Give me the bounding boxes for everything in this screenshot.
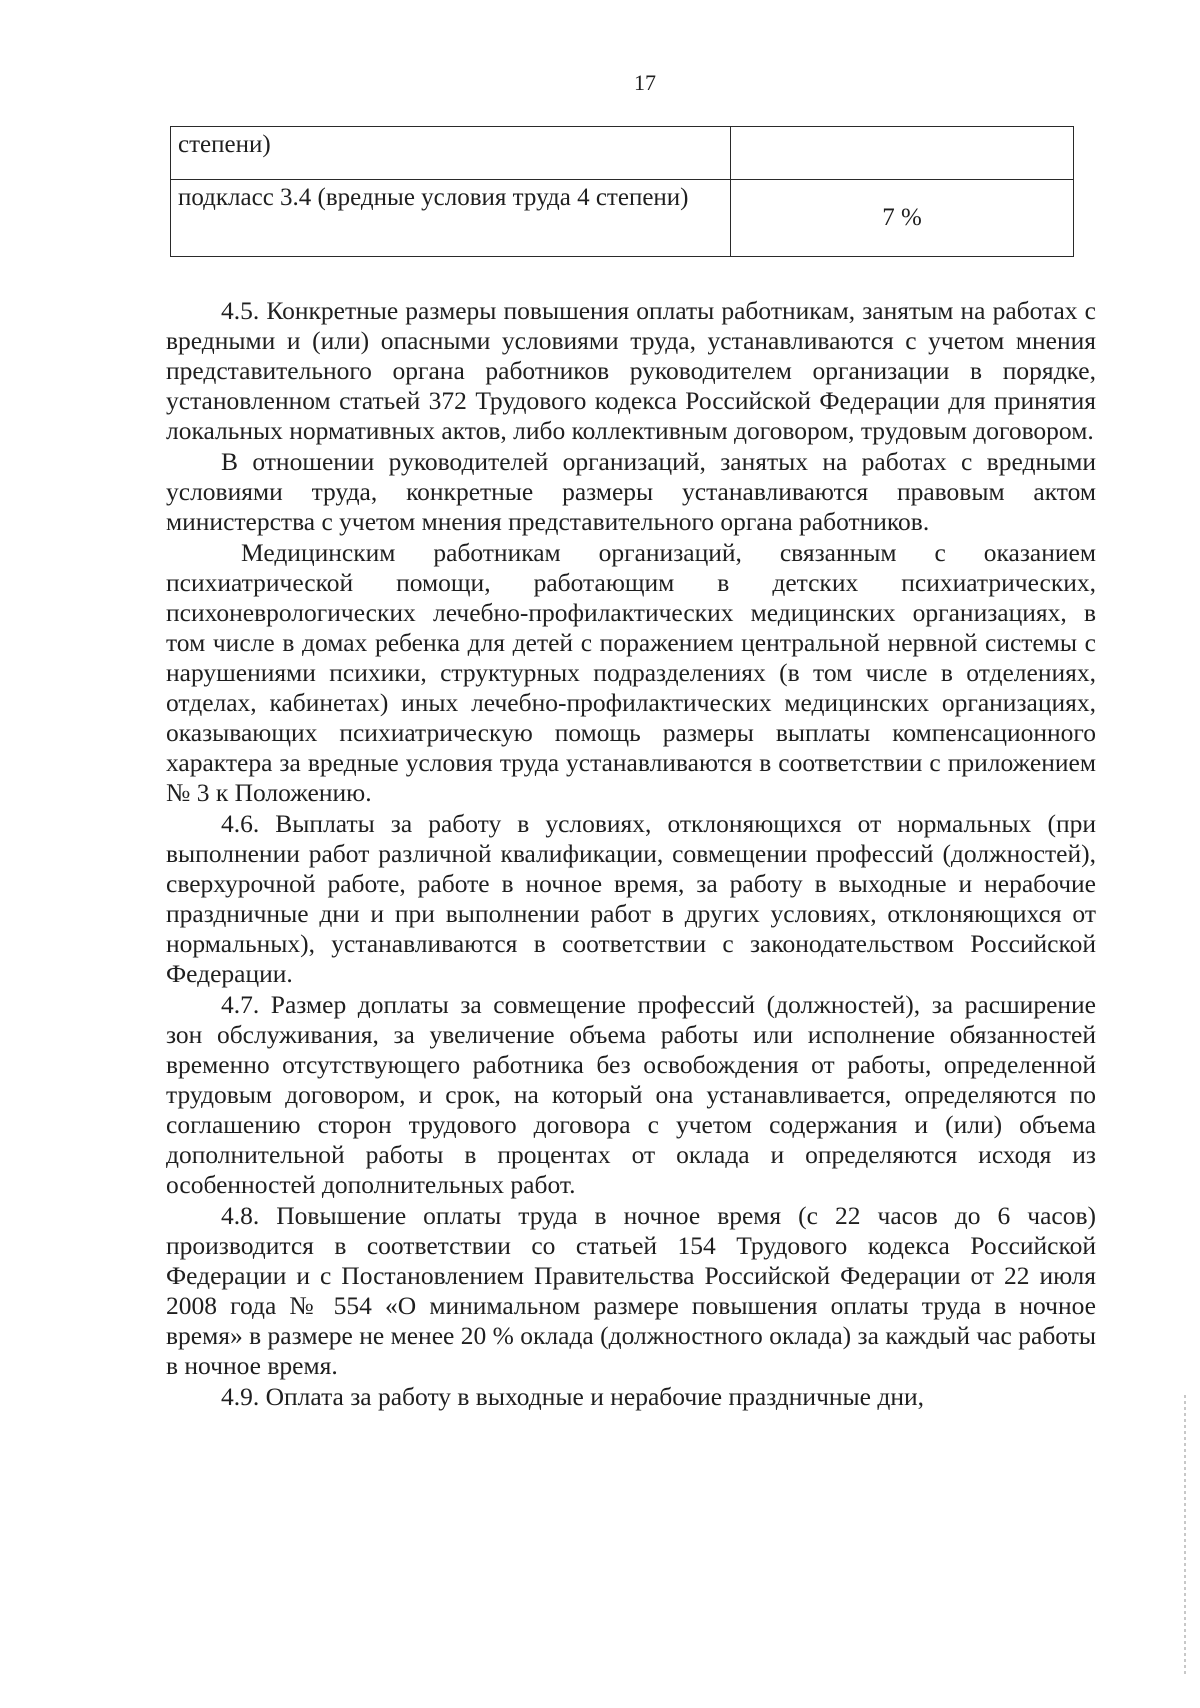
document-body: [166, 296, 1096, 1413]
scan-edge-artifact: [1184, 1395, 1186, 1675]
table-cell-value: [731, 127, 1074, 180]
table-cell-label: степени): [171, 127, 731, 180]
paragraph-managers: В отношении руководителей организаций, занятых на работах с вредными условиями труда, конкретные размеры устанавливаются правовым актом министерства с учетом мнения представительного органа работников.: [166, 447, 1096, 536]
table-cell-value: 7 %: [731, 180, 1074, 257]
paragraph-4-6: 4.6. Выплаты за работу в условиях, отклоняющихся от нормальных (при выполнении работ различной квалификации, совмещении профессий (должностей), сверхурочной работе, работе в ночное время, за работу в выходные и нерабочие праздничные дни и при выполнении работ в других условиях, отклоняющихся от нормальных), устанавливаются в соответствии с законодательством Российской Федерации.: [166, 809, 1096, 988]
paragraph-4-9: 4.9. Оплата за работу в выходные и нерабочие праздничные дни,: [221, 1382, 925, 1411]
table-row: [171, 180, 1074, 257]
paragraph-medical-workers: Медицинским работникам организаций, связанным с оказанием психиатрической помощи, работающим в детских психиатрических, психоневрологических лечебно-профилактических медицинских организациях, в том числе в домах ребенка для детей с поражением центральной нервной системы с нарушениями психики, структурных подразделениях (в том числе в отделениях, отделах, кабинетах) иных лечебно-профилактических медицинских организациях, оказывающих психиатрическую помощь размеры выплаты компенсационного характера за вредные условия труда устанавливаются в соответствии с приложением № 3 к Положению.: [166, 538, 1096, 807]
paragraph-4-8: 4.8. Повышение оплаты труда в ночное время (с 22 часов до 6 часов) производится в соответствии со статьей 154 Трудового кодекса Российской Федерации и с Постановлением Правительства Российской Федерации от 22 июля 2008 года № 554 «О минимальном размере повышения оплаты труда в ночное время» в размере не менее 20 % оклада (должностного оклада) за каждый час работы в ночное время.: [166, 1201, 1096, 1380]
paragraph-4-5: 4.5. Конкретные размеры повышения оплаты работникам, занятым на работах с вредными и (или) опасными условиями труда, устанавливаются с учетом мнения представительного органа работников руководителем организации в порядке, установленном статьей 372 Трудового кодекса Российской Федерации для принятия локальных нормативных актов, либо коллективным договором, трудовым договором.: [166, 296, 1096, 445]
paragraph-4-7: 4.7. Размер доплаты за совмещение профессий (должностей), за расширение зон обслуживания, за увеличение объема работы или исполнение обязанностей временно отсутствующего работника без освобождения от работы, определенной трудовым договором, и срок, на который она устанавливается, определяются по соглашению сторон трудового договора с учетом содержания и (или) объема дополнительной работы в процентах от оклада и определяются исходя из особенностей дополнительных работ.: [166, 990, 1096, 1199]
table-cell-label: подкласс 3.4 (вредные условия труда 4 степени): [171, 180, 731, 257]
compensation-table: [170, 126, 1074, 257]
table-row: [171, 127, 1074, 180]
page-number: 17: [634, 70, 656, 95]
